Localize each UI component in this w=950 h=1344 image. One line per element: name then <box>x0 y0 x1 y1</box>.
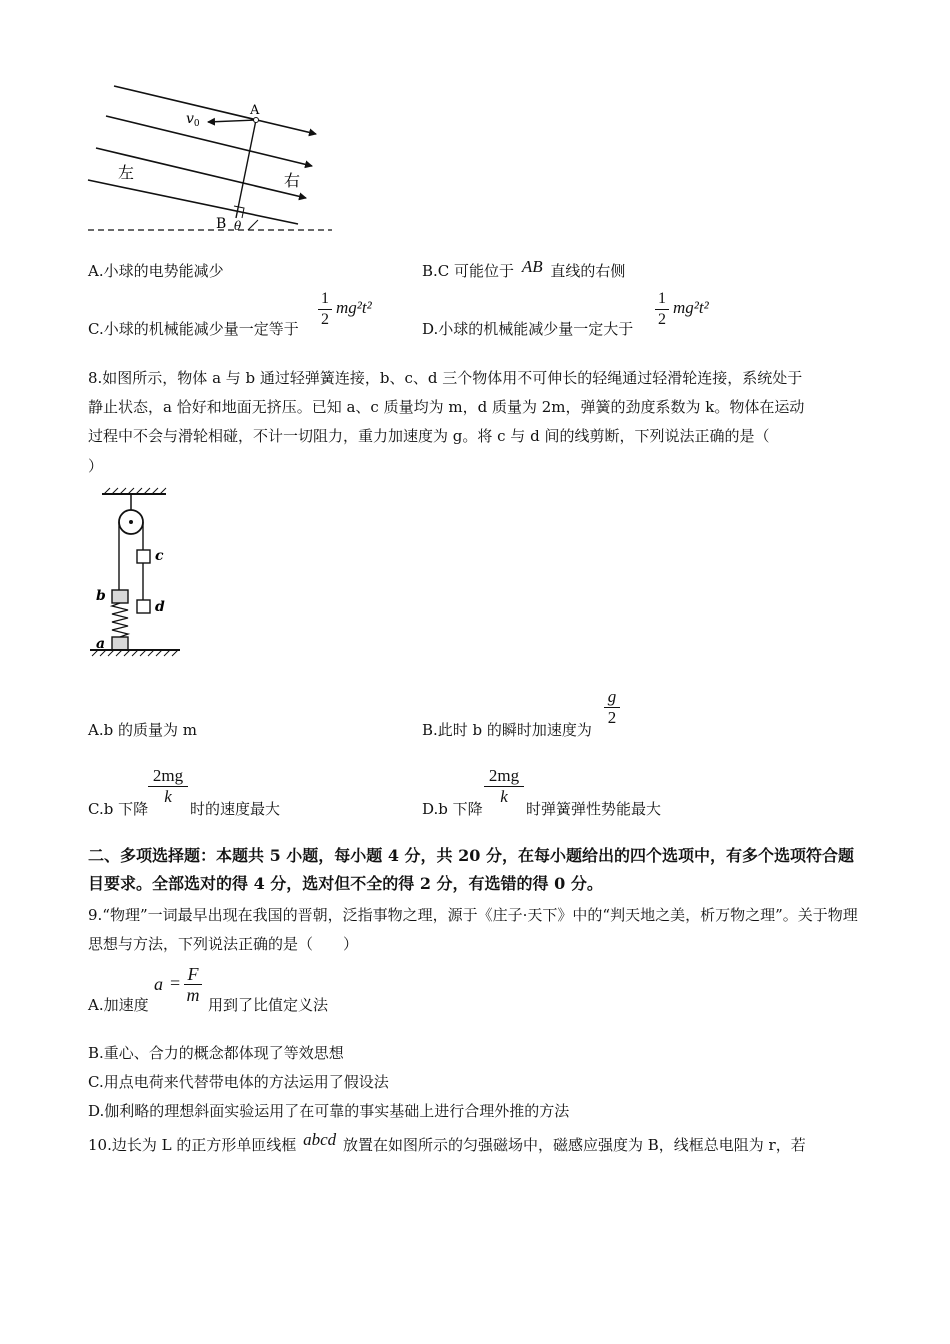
field-line <box>114 86 316 134</box>
q9-option-a-post: 用到了比值定义法 <box>208 996 329 1014</box>
q7-option-b-pre: B.C 可能位于 <box>422 262 515 280</box>
q8-option-d-post: 时弹簧弹性势能最大 <box>526 800 662 818</box>
q10-stem-pre: 10.边长为 L 的正方形单匝线框 <box>88 1136 297 1154</box>
label-left: 左 <box>118 163 135 182</box>
q9-option-d: D.伽利略的理想斜面实验运用了在可靠的事实基础上进行合理外推的方法 <box>88 1102 570 1120</box>
q8-option-c-post: 时的速度最大 <box>190 800 281 818</box>
block-d <box>137 600 150 613</box>
spring <box>112 603 128 637</box>
q7-option-c-fraction <box>318 289 332 330</box>
q8-stem-line: 过程中不会与滑轮相碰，不计一切阻力，重力加速度为 g。将 c 与 d 间的线剪断，下列说法正确的是（ <box>88 427 770 445</box>
block-c <box>137 550 150 563</box>
fraction-denominator: 2 <box>607 708 617 727</box>
q7-figure <box>84 76 344 241</box>
block-b <box>112 590 128 603</box>
fraction-denominator: m <box>186 985 200 1005</box>
q8-option-b-fraction <box>604 687 620 728</box>
ab-line <box>236 120 256 218</box>
q8-stem-line: 8.如图所示，物体 a 与 b 通过轻弹簧连接，b、c、d 三个物体用不可伸长的轻绳通过轻滑轮连接，系统处于 <box>88 369 803 387</box>
q7-option-c-expr: mg²t² <box>336 298 372 317</box>
label-a: a <box>96 636 106 652</box>
q8-option-a: A.b 的质量为 m <box>88 721 197 739</box>
q9-stem: 9.“物理”一词最早出现在我国的晋朝，泛指事物之理，源于《庄子·天下》中的“判天地之美，析万物之理”。关于物理思想与方法，下列说法正确的是（ ） <box>88 906 858 953</box>
theta-arc <box>248 220 258 230</box>
label-d: d <box>155 599 165 615</box>
q7-option-c: C.小球的机械能减少量一定等于 <box>88 320 299 338</box>
label-theta: θ <box>234 219 242 233</box>
q7-option-a: A.小球的电势能减少 <box>88 262 224 280</box>
q7-option-d-fraction <box>655 289 669 330</box>
label-a: A <box>250 103 260 118</box>
fraction-numerator: 2mg <box>152 766 184 785</box>
fraction-denominator: 2 <box>321 311 329 328</box>
point-a <box>254 118 259 123</box>
q8-option-d-pre: D.b 下降 <box>422 800 483 818</box>
q8-option-c-fraction <box>148 766 188 807</box>
q7-option-b-math: AB <box>521 257 543 276</box>
q9-formula-eq: = <box>170 973 181 993</box>
fraction-numerator: 2mg <box>488 766 520 785</box>
fraction-numerator: 1 <box>658 290 666 307</box>
section-heading: 二、多项选择题：本题共 5 小题，每小题 4 分，共 20 分，在每小题给出的四个选项中，有多个选项符合题目要求。全部选对的得 4 分，选对但不全的得 2 分，有选错的得 0 分。 <box>88 846 854 893</box>
q9-option-a-pre: A.加速度 <box>88 996 149 1014</box>
q8-stem-line: 静止状态，a 恰好和地面无挤压。已知 a、c 质量均为 m，d 质量为 2m，弹簧的劲度系数为 k。物体在运动 <box>88 398 805 416</box>
fraction-denominator: 2 <box>658 311 666 328</box>
field-line <box>88 180 298 224</box>
fraction-denominator: k <box>500 787 508 806</box>
label-right: 右 <box>284 171 301 190</box>
q9-option-c: C.用点电荷来代替带电体的方法运用了假设法 <box>88 1073 389 1091</box>
q8-option-c-pre: C.b 下降 <box>88 800 149 818</box>
label-b: B <box>216 216 227 232</box>
q7-option-d-expr: mg²t² <box>673 298 709 317</box>
q8-option-d-fraction <box>484 766 524 807</box>
v0-arrow <box>208 120 256 122</box>
q8-stem-line: ） <box>88 457 104 475</box>
q7-option-d: D.小球的机械能减少量一定大于 <box>422 320 634 338</box>
block-a <box>112 637 128 650</box>
q8-figure <box>88 486 188 662</box>
label-c: c <box>155 548 164 564</box>
q7-option-b <box>422 257 626 281</box>
fraction-denominator: k <box>164 787 172 806</box>
q9-formula-fraction <box>184 964 202 1005</box>
q10-stem <box>88 1130 806 1155</box>
label-v0: $v_0$ <box>186 111 200 129</box>
q9-option-b: B.重心、合力的概念都体现了等效思想 <box>88 1044 344 1062</box>
q8-option-b: B.此时 b 的瞬时加速度为 <box>422 721 592 739</box>
q9-formula-lhs: a <box>154 974 163 994</box>
label-b: b <box>96 588 106 604</box>
fraction-numerator: F <box>187 964 199 984</box>
fraction-numerator: g <box>607 687 617 706</box>
q7-option-b-post: 直线的右侧 <box>550 262 626 280</box>
q10-stem-post: 放置在如图所示的匀强磁场中，磁感应强度为 B，线框总电阻为 r，若 <box>342 1136 806 1154</box>
fraction-numerator: 1 <box>321 290 329 307</box>
q10-stem-math: abcd <box>303 1130 337 1149</box>
